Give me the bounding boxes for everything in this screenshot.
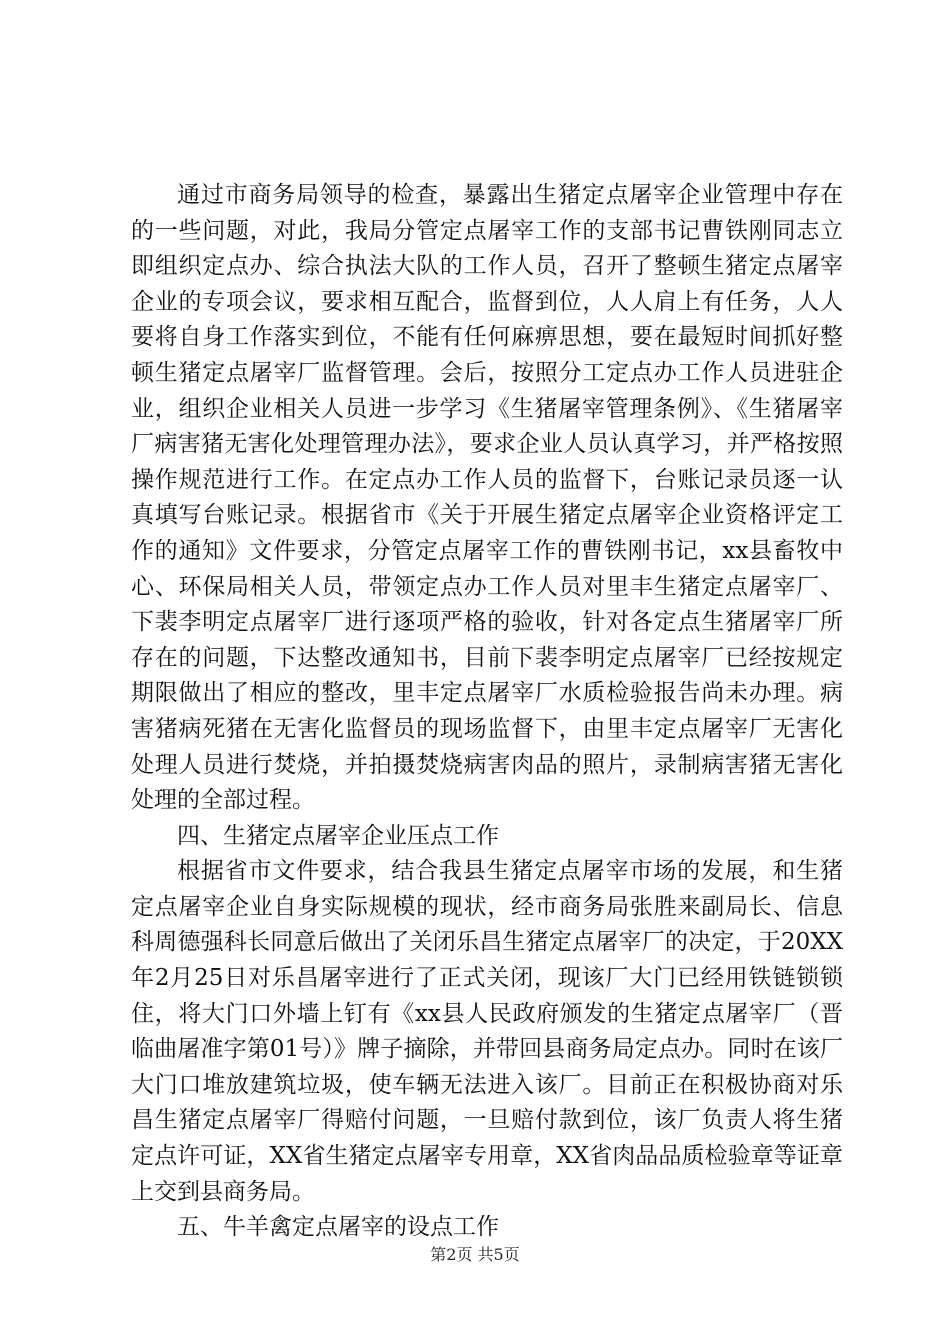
section-heading: 四、生猪定点屠宰企业压点工作: [177, 822, 499, 849]
document-body: [131, 178, 843, 1246]
section-heading: 五、牛羊禽定点屠宰的设点工作: [177, 1214, 499, 1241]
page-number-footer: 第2页 共5页: [430, 1245, 520, 1264]
body-paragraph: 根据省市文件要求，结合我县生猪定点屠宰市场的发展，和生猪定点屠宰企业自身实际规模的现状，经市商务局张胜来副局长、信息科周德强科长同意后做出了关闭乐昌生猪定点屠宰厂的决定，于20XX年2月25日对乐昌屠宰进行了正式关闭，现该厂大门已经用铁链锁锁住，将大门口外墙上钉有《xx县人民政府颁发的生猪定点屠宰厂（晋临曲屠准字第01号）》牌子摘除，并带回县商务局定点办。同时在该厂大门口堆放建筑垃圾，使车辆无法进入该厂。目前正在积极协商对乐昌生猪定点屠宰厂得赔付问题，一旦赔付款到位，该厂负责人将生猪定点许可证，XX省生猪定点屠宰专用章，XX省肉品品质检验章等证章上交到县商务局。: [131, 858, 843, 1205]
body-paragraph: 通过市商务局领导的检查，暴露出生猪定点屠宰企业管理中存在的一些问题，对此，我局分管定点屠宰工作的支部书记曹铁刚同志立即组织定点办、综合执法大队的工作人员，召开了整顿生猪定点屠宰企业的专项会议，要求相互配合，监督到位，人人肩上有任务，人人要将自身工作落实到位，不能有任何麻痹思想，要在最短时间抓好整顿生猪定点屠宰厂监督管理。会后，按照分工定点办工作人员进驻企业，组织企业相关人员进一步学习《生猪屠宰管理条例》、《生猪屠宰厂病害猪无害化处理管理办法》，要求企业人员认真学习，并严格按照操作规范进行工作。在定点办工作人员的监督下，台账记录员逐一认真填写台账记录。根据省市《关于开展生猪定点屠宰企业资格评定工作的通知》文件要求，分管定点屠宰工作的曹铁刚书记，xx县畜牧中心、环保局相关人员，带领定点办工作人员对里丰生猪定点屠宰厂、下裴李明定点屠宰厂进行逐项严格的验收，针对各定点生猪屠宰厂所存在的问题，下达整改通知书，目前下裴李明定点屠宰厂已经按规定期限做出了相应的整改，里丰定点屠宰厂水质检验报告尚未办理。病害猪病死猪在无害化监督员的现场监督下，由里丰定点屠宰厂无害化处理人员进行焚烧，并拍摄焚烧病害肉品的照片，录制病害猪无害化处理的全部过程。: [131, 182, 843, 814]
